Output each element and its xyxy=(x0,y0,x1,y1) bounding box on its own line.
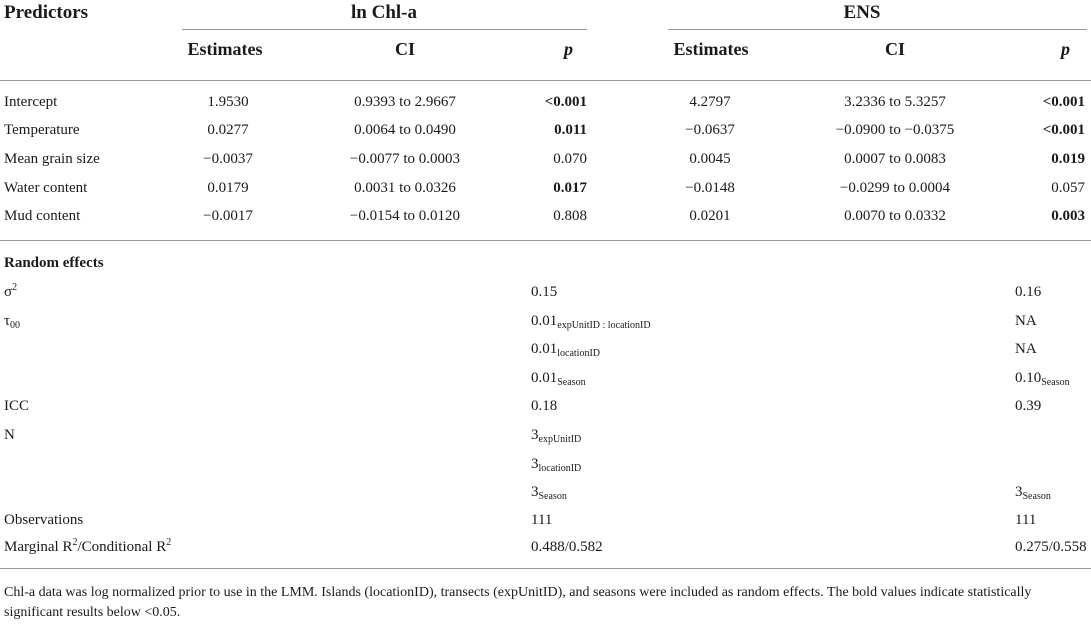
p-value-ens: 0.057 xyxy=(1051,180,1085,196)
estimate-lnchla: 0.0277 xyxy=(207,122,249,138)
marginal-r2-value-1: 0.488/0.582 xyxy=(531,539,603,555)
random-row-label: N xyxy=(4,427,15,443)
group-underline-ens xyxy=(668,29,1087,30)
random-value-ens: NA xyxy=(1015,341,1037,357)
estimate-ens: 0.0201 xyxy=(689,208,731,224)
group-header-ens: ENS xyxy=(843,2,881,23)
random-value-ens: NA xyxy=(1015,313,1037,329)
group-underline-lnchla xyxy=(182,29,587,30)
col-header-ci-1: CI xyxy=(394,39,416,59)
row-label: Intercept xyxy=(4,94,58,110)
ci-ens: −0.0900 to −0.0375 xyxy=(835,122,955,138)
ci-ens: −0.0299 to 0.0004 xyxy=(839,180,951,196)
marginal-r2-value-2: 0.275/0.558 xyxy=(1015,539,1087,555)
estimate-ens: 0.0045 xyxy=(689,151,731,167)
marginal-r2-label: Marginal $R^2$/Conditional $R^2$ xyxy=(4,537,172,555)
p-value-lnchla: 0.011 xyxy=(554,122,587,138)
p-value-ens: 0.019 xyxy=(1051,151,1085,167)
p-value-lnchla: 0.808 xyxy=(553,208,587,224)
random-value-ens: $0.10_{Season}$ xyxy=(1015,370,1070,388)
random-value-lnchla: $0.01_{locationID}$ xyxy=(531,341,601,359)
random-value-lnchla: 0.18 xyxy=(531,398,558,414)
random-value-ens: 0.39 xyxy=(1015,398,1042,414)
random-value-lnchla: $3_{expUnitID}$ xyxy=(531,427,582,445)
p-value-ens: <0.001 xyxy=(1042,94,1085,110)
random-value-ens: $3_{Season}$ xyxy=(1015,484,1051,502)
ci-lnchla: −0.0077 to 0.0003 xyxy=(349,151,461,167)
row-label: Mud content xyxy=(4,208,81,224)
random-row-label: $\sigma^2$ xyxy=(4,282,18,300)
estimate-ens: 4.2797 xyxy=(689,94,731,110)
random-value-ens: 111 xyxy=(1015,512,1037,528)
ci-ens: 3.2336 to 5.3257 xyxy=(844,94,946,110)
p-value-ens: 0.003 xyxy=(1051,208,1085,224)
estimate-lnchla: 0.0179 xyxy=(207,180,249,196)
estimate-ens: −0.0637 xyxy=(685,122,735,138)
ci-ens: 0.0070 to 0.0332 xyxy=(844,208,946,224)
random-value-lnchla: $0.01_{Season}$ xyxy=(531,370,586,388)
estimate-lnchla: −0.0017 xyxy=(203,208,253,224)
predictors-header: Predictors xyxy=(4,2,89,23)
random-value-lnchla: $3_{Season}$ xyxy=(531,484,567,502)
col-header-estimates-1: Estimates xyxy=(187,39,263,59)
col-header-p-1: p xyxy=(564,39,573,59)
col-header-estimates-2: Estimates xyxy=(673,39,749,59)
estimate-lnchla: 1.9530 xyxy=(207,94,249,110)
ci-lnchla: −0.0154 to 0.0120 xyxy=(349,208,461,224)
random-value-lnchla: 0.15 xyxy=(531,284,558,300)
random-value-lnchla: $3_{locationID}$ xyxy=(531,456,582,474)
ci-lnchla: 0.0064 to 0.0490 xyxy=(354,122,456,138)
random-row-label: Observations xyxy=(4,512,84,528)
random-row-label: ICC xyxy=(4,398,30,414)
header-rule xyxy=(0,80,1091,81)
random-value-ens: 0.16 xyxy=(1015,284,1042,300)
row-label: Water content xyxy=(4,180,88,196)
random-value-lnchla: 111 xyxy=(531,512,553,528)
bottom-rule xyxy=(0,568,1091,569)
group-header-lnchla: ln Chl-a xyxy=(351,2,417,23)
ci-lnchla: 0.9393 to 2.9667 xyxy=(354,94,456,110)
random-row-label: $\tau_{00}$ xyxy=(4,313,21,331)
row-label: Temperature xyxy=(4,122,80,138)
col-header-ci-2: CI xyxy=(884,39,906,59)
col-header-p-2: p xyxy=(1061,39,1070,59)
random-effects-heading: Random effects xyxy=(4,255,104,271)
estimate-lnchla: −0.0037 xyxy=(203,151,253,167)
section-rule xyxy=(0,240,1091,241)
p-value-lnchla: <0.001 xyxy=(544,94,587,110)
ci-lnchla: 0.0031 to 0.0326 xyxy=(354,180,456,196)
table-footnote: Chl-a data was log normalized prior to use in the LMM. Islands (locationID), transects (expUnitID), and seasons were included as random effects. The bold values indicate statistically significant results below <0.05. xyxy=(4,585,1032,620)
random-value-lnchla: $0.01_{expUnitID : locationID}$ xyxy=(531,313,651,331)
p-value-ens: <0.001 xyxy=(1042,122,1085,138)
ci-ens: 0.0007 to 0.0083 xyxy=(844,151,946,167)
estimate-ens: −0.0148 xyxy=(685,180,735,196)
row-label: Mean grain size xyxy=(4,151,100,167)
p-value-lnchla: 0.070 xyxy=(553,151,587,167)
p-value-lnchla: 0.017 xyxy=(553,180,587,196)
